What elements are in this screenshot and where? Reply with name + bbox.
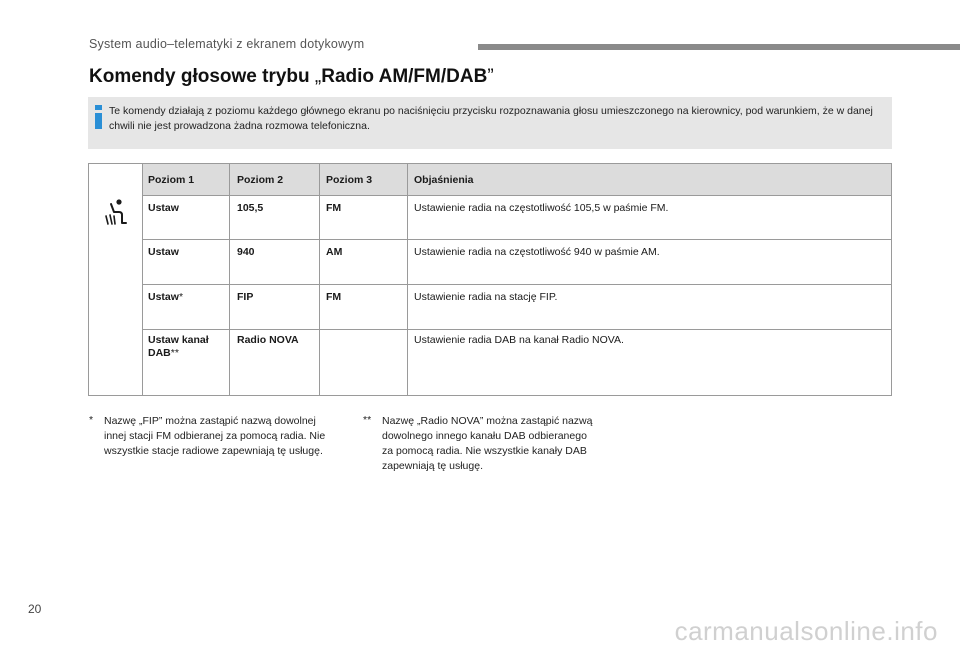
row3-level-3: FM [326,291,342,303]
voice-command-icon [102,199,130,229]
title-open-quote: „ [314,66,322,87]
voice-commands-table [88,163,892,396]
watermark: carmanualsonline.info [674,616,938,646]
row2-level-2: 940 [237,246,255,258]
row4-description: Ustawienie radia DAB na kanał Radio NOVA. [414,334,624,346]
row2-level-3: AM [326,246,343,258]
info-box [88,97,892,149]
page-number: 20 [28,602,42,616]
row1-level-2: 105,5 [237,202,264,214]
footnote-marker: * [178,291,184,303]
row2-description: Ustawienie radia na częstotliwość 940 w paśmie AM. [414,246,660,258]
info-icon [94,105,103,129]
row3-description: Ustawienie radia na stację FIP. [414,291,558,303]
page-title [89,66,494,88]
row3-level-2: FIP [237,291,254,303]
footnote-marker: ** [170,347,179,359]
section-title: System audio–telematyki z ekranem dotykowym [89,37,365,51]
header-description: Objaśnienia [414,174,474,186]
header-bar [478,44,960,50]
title-prefix: Komendy głosowe trybu [89,66,315,87]
title-name: Radio AM/FM/DAB [321,66,488,87]
header-level-3: Poziom 3 [326,174,373,186]
row1-description: Ustawienie radia na częstotliwość 105,5 w paśmie FM. [414,202,669,214]
header-level-1: Poziom 1 [148,174,195,186]
row4-level-1: Ustaw kanał DAB** [148,334,209,359]
row2-level-1: Ustaw [148,246,179,258]
row4-level-2: Radio NOVA [237,334,299,346]
title-close-quote: ” [487,66,494,87]
row3-level-1: Ustaw* [148,291,184,303]
info-text: Te komendy działają z poziomu każdego głównego ekranu po naciśnięciu przycisku rozpoznawania głosu umieszczonego na kierownicy, pod warunkiem, że w danej chwili nie jest prowadzona żadna rozmowa telefoniczna. [109,105,873,132]
row1-level-3: FM [326,202,342,214]
row1-level-1: Ustaw [148,202,179,214]
header-level-2: Poziom 2 [237,174,284,186]
